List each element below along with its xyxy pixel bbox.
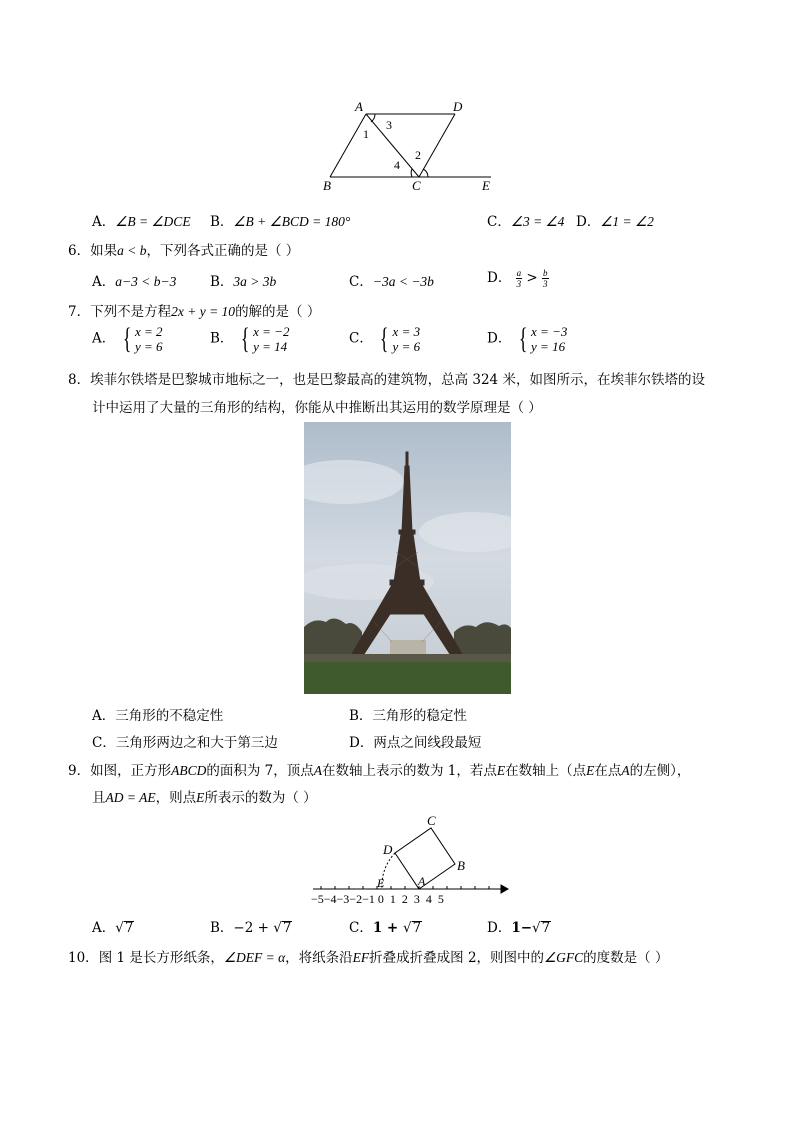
option-letter: C． xyxy=(487,214,511,230)
stem-text: 的左侧）， xyxy=(629,763,691,779)
stem-math: E xyxy=(496,763,506,778)
axis-arrow xyxy=(501,885,508,893)
q7-option-d[interactable] xyxy=(487,324,567,354)
question-number: 9． xyxy=(68,763,91,779)
eiffel-tower-photo xyxy=(304,422,511,694)
question-number: 6． xyxy=(68,243,91,259)
grass xyxy=(304,662,511,694)
q9-stem-line-1 xyxy=(68,759,690,779)
stem-text: 且 xyxy=(92,790,106,806)
q8-stem-line-2 xyxy=(92,396,542,416)
stem-text: 如果 xyxy=(90,243,118,259)
radicand: 7 xyxy=(541,920,551,936)
stem-math: E xyxy=(586,763,595,778)
option-text: 三角形的不稳定性 xyxy=(115,708,224,724)
side-dc xyxy=(419,114,455,177)
q8-option-d[interactable] xyxy=(349,731,481,751)
q9-stem-line-2 xyxy=(92,786,317,806)
q10-stem xyxy=(68,946,668,966)
option-letter: B． xyxy=(349,708,373,724)
option-letter: A． xyxy=(92,920,116,936)
option-letter: C． xyxy=(349,274,373,290)
number-line-figure xyxy=(305,810,515,910)
label-c: C xyxy=(412,178,421,193)
option-letter: C． xyxy=(92,735,116,751)
fraction-a-over-3: $\frac{a}{3}$ xyxy=(516,268,522,289)
sqrt-sign: √ xyxy=(402,920,412,936)
stem-math: AD = AE xyxy=(105,790,156,805)
radicand: 7 xyxy=(412,920,422,936)
q5-option-d[interactable] xyxy=(576,210,654,230)
option-letter: D． xyxy=(349,735,374,751)
equation-system: { x = 3 y = 6 xyxy=(380,322,421,355)
option-letter: D． xyxy=(576,214,601,230)
sqrt-sign: √ xyxy=(273,920,282,936)
label-b: B xyxy=(457,858,465,873)
label-d: D xyxy=(453,99,463,114)
stem-math: A xyxy=(313,763,322,778)
q5-option-b[interactable] xyxy=(210,210,350,230)
q9-option-c[interactable] xyxy=(349,916,422,936)
label-angle-3: 3 xyxy=(386,118,392,132)
stem-math: a < b xyxy=(117,243,147,258)
stem-math: ∠DEF = α xyxy=(223,950,286,965)
option-letter: C． xyxy=(349,330,373,347)
stem-text: 的面积为 7，顶点 xyxy=(206,763,314,779)
stem-math: EF xyxy=(352,950,370,965)
equation-system: { x = 2 y = 6 xyxy=(122,322,163,355)
q6-stem xyxy=(68,239,299,259)
label-angle-2: 2 xyxy=(415,148,421,162)
stem-text: 下列不是方程 xyxy=(90,304,172,320)
question-number: 10． xyxy=(68,950,99,966)
option-letter: D． xyxy=(487,270,512,286)
label-c: C xyxy=(427,813,436,828)
stem-text: 在点 xyxy=(594,763,622,779)
option-text: −3a < −3b xyxy=(372,274,434,289)
radicand: 7 xyxy=(124,920,134,936)
label-e: E xyxy=(377,876,385,890)
option-text: 1− xyxy=(511,920,533,936)
option-letter: A． xyxy=(92,214,116,230)
stem-text: 埃菲尔铁塔是巴黎城市地标之一，也是巴黎最高的建筑物，总高 324 米，如图所示，在埃菲尔铁塔的设 xyxy=(90,372,705,388)
q8-option-b[interactable] xyxy=(349,704,467,724)
sqrt-sign: √ xyxy=(115,920,124,936)
stem-text: 图 1 是长方形纸条， xyxy=(98,950,224,966)
q7-stem xyxy=(68,300,320,320)
label-a: A xyxy=(355,99,363,114)
q6-option-a[interactable] xyxy=(92,270,176,290)
stem-text: ，下列各式正确的是（ ） xyxy=(146,243,300,259)
option-text: ∠3 = ∠4 xyxy=(510,214,565,229)
q9-option-b[interactable] xyxy=(210,916,292,936)
q8-option-c[interactable] xyxy=(92,731,278,751)
option-text: 三角形的稳定性 xyxy=(372,708,467,724)
option-letter: C． xyxy=(349,920,373,936)
option-operator: > xyxy=(526,270,538,286)
stem-math: ∠GFC xyxy=(544,950,584,965)
option-text: ∠1 = ∠2 xyxy=(600,214,654,229)
stem-math: A xyxy=(621,763,630,778)
option-letter: A． xyxy=(92,330,116,347)
option-text: 3a > 3b xyxy=(233,274,277,289)
stem-math: 2x + y = 10 xyxy=(171,304,236,319)
q6-option-d[interactable] xyxy=(487,266,549,289)
option-letter: B． xyxy=(210,920,234,936)
stem-math: ABCD xyxy=(171,763,207,778)
option-letter: B． xyxy=(210,330,234,347)
stem-text: 在数轴上表示的数为 1，若点 xyxy=(321,763,497,779)
stem-text: 如图，正方形 xyxy=(90,763,172,779)
q6-option-b[interactable] xyxy=(210,270,276,290)
option-letter: D． xyxy=(487,330,512,347)
q9-option-d[interactable] xyxy=(487,916,551,936)
option-letter: B． xyxy=(210,274,234,290)
q6-option-c[interactable] xyxy=(349,270,434,290)
stem-text: 在数轴上（点 xyxy=(505,763,587,779)
stem-text: 所表示的数为（ ） xyxy=(204,790,317,806)
stem-text: ，将纸条沿 xyxy=(285,950,353,966)
label-b: B xyxy=(323,178,331,193)
equation-system: { x = −2 y = 14 xyxy=(240,322,290,355)
radicand: 7 xyxy=(282,920,292,936)
label-e: E xyxy=(482,178,490,193)
q5-option-a[interactable] xyxy=(92,210,191,230)
side-ab xyxy=(330,114,366,177)
option-text: 两点之间线段最短 xyxy=(373,735,482,751)
q8-option-a[interactable] xyxy=(92,704,223,724)
label-angle-4: 4 xyxy=(394,158,400,172)
option-letter: D． xyxy=(487,920,512,936)
parallelogram-figure xyxy=(315,98,505,196)
q7-option-c[interactable] xyxy=(349,324,420,354)
crowd-strip xyxy=(304,654,511,662)
q5-option-c[interactable] xyxy=(487,210,564,230)
stem-text: 折叠成折叠成图 2，则图中的 xyxy=(369,950,545,966)
sqrt-sign: √ xyxy=(532,920,541,936)
stem-text: 计中运用了大量的三角形的结构，你能从中推断出其运用的数学原理是（ ） xyxy=(92,400,542,416)
stem-math: E xyxy=(196,790,205,805)
fraction-b-over-3: $\frac{b}{3}$ xyxy=(543,268,548,289)
stem-text: 的解的是（ ） xyxy=(235,304,321,320)
angle-arc-c2 xyxy=(423,169,428,177)
q7-option-b[interactable] xyxy=(210,324,289,354)
diagonal-ac xyxy=(366,114,419,177)
tick-labels: −5−4−3−2−1 0 1 2 3 4 5 xyxy=(311,892,444,906)
option-text: ∠B = ∠DCE xyxy=(115,214,191,229)
label-d: D xyxy=(383,842,393,857)
q7-option-a[interactable] xyxy=(92,324,163,354)
question-number: 7． xyxy=(68,304,91,320)
question-number: 8． xyxy=(68,372,91,388)
option-text: −2 + xyxy=(233,920,274,936)
option-text: a−3 < b−3 xyxy=(115,274,177,289)
option-letter: A． xyxy=(92,274,116,290)
q8-stem-line-1 xyxy=(68,368,705,388)
q9-option-a[interactable] xyxy=(92,916,134,936)
angle-arc-c xyxy=(411,169,412,177)
equation-system: { x = −3 y = 16 xyxy=(518,322,568,355)
trocadero-building xyxy=(390,640,426,654)
option-letter: A． xyxy=(92,708,116,724)
stem-text: 的度数是（ ） xyxy=(583,950,669,966)
option-letter: B． xyxy=(210,214,234,230)
option-text: ∠B + ∠BCD = 180° xyxy=(233,214,351,229)
option-text: 三角形两边之和大于第三边 xyxy=(115,735,278,751)
option-text: 1 + xyxy=(372,920,403,936)
label-angle-1: 1 xyxy=(363,127,369,141)
label-a: A xyxy=(418,874,426,888)
stem-text: ，则点 xyxy=(155,790,197,806)
